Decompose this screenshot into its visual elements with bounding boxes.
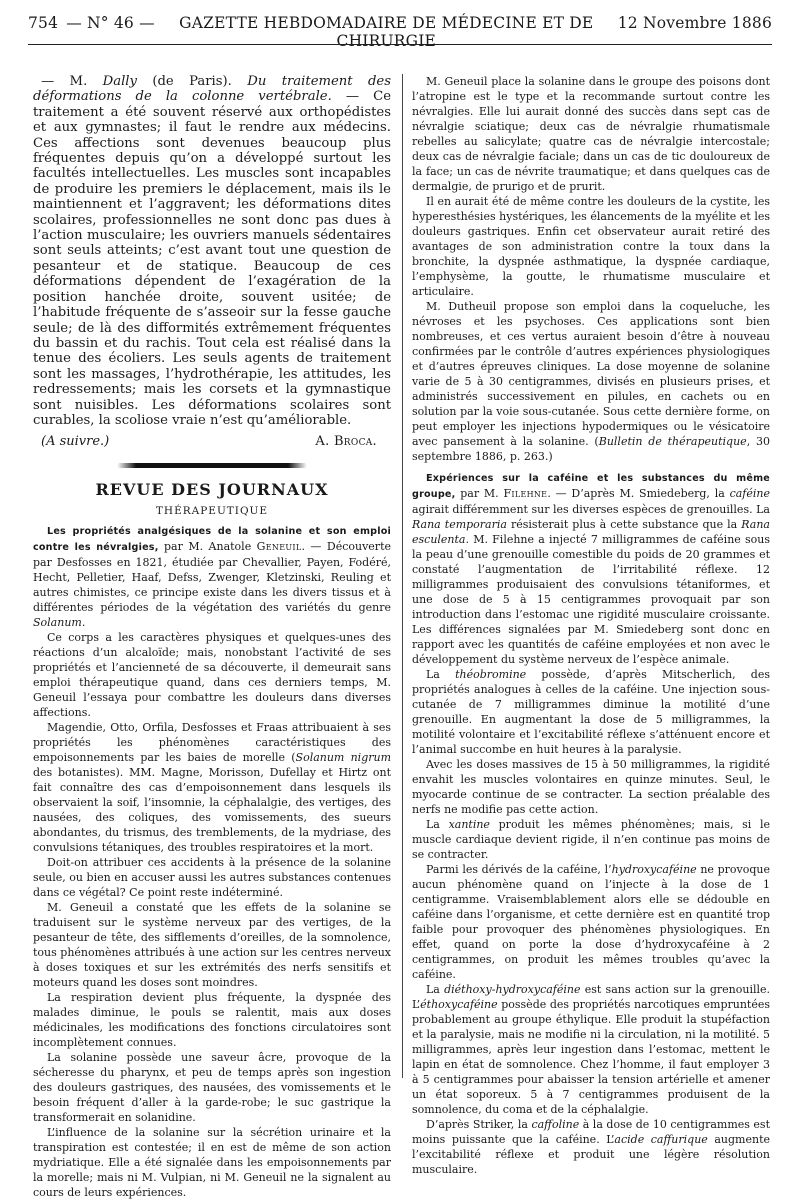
column-rule [402, 74, 403, 1078]
bulletin-source-date: , 30 septembre 1886, p. 263.) [412, 435, 770, 463]
cafeine-byline-author: Filehne [503, 487, 548, 500]
solanine-paragraph: L’influence de la solanine sur la sécrétion urinaire et la transpiration est contestée; il en est de même de son action mydriatique. Elle a été signalée dans les empoisonnements par la morelle; mais ni M. Vulpian, ni M. Geneuil ne la signalent au cours de leurs expériences. [33, 1126, 391, 1200]
massive-doses-paragraph: Avec les doses massives de 15 à 50 milligrammes, la rigidité envahit les muscles volontaires en quinze minutes. Seul, le myocarde continue de se contracter. La section préalable des nerfs ne modifie pas cette action. [412, 758, 770, 816]
ethoxycafeine-paragraph [412, 982, 770, 1117]
solanum-genus: Solanum [33, 616, 82, 630]
dally-author-prefix: — M. [41, 74, 88, 89]
caffoline-text: augmente l’excitabilité réflexe et produit une légère résolution musculaire. [412, 1133, 771, 1176]
right-column [412, 74, 771, 1176]
dally-title: Du traitement des déformations de la colonne vertébrale. [33, 74, 391, 105]
running-head [28, 14, 772, 50]
solanine-paragraph: La respiration devient plus fréquente, la dyspnée des malades diminue, le pouls se ralentit, mais aux doses médicinales, les modifications des fonctions circulatoires sont incomplètement connues. [33, 991, 391, 1050]
left-column [33, 74, 392, 1200]
dutheuil-text: M. Dutheuil propose son emploi dans la coqueluche, les névroses et les psychoses. Ces applications sont bien nombreuses, et ces vertus auraient besoin d’être à nouveau confirmées par le contrôle d’autres expériences physiologiques et d’autres épreuves cliniques. La dose moyenne de solanine varie de 5 à 30 centigrammes, divisés en plusieurs prises, et administrés successivement en pilules, en cachets ou en solution par la voie sous-cutanée. Sous cette dernière forme, on peut employer les injections hypodermiques ou le vésicatoire avec pansement à la solanine. ( [412, 300, 770, 448]
issue-number: — N° 46 — [66, 14, 155, 32]
dally-place: (de Paris). [136, 74, 248, 89]
solanine-paragraph: Ce corps a les caractères physiques et quelques-unes des réactions d’un alcaloïde; mais, nonobstant l’activité de ses propriétés et l’ancienneté de sa découverte, il demeurait sans emploi thérapeutique quand, dans ces derniers temps, M. Geneuil l’essaya pour combattre les douleurs dans diverses affections. [33, 631, 391, 720]
hydroxycafeine-text: Parmi les dérivés de la caféine, l’ [426, 863, 612, 876]
magendie-paragraph [33, 720, 391, 855]
ethoxycafeine-text: est sans action sur la grenouille. L’ [412, 983, 771, 1011]
theobromine-paragraph [412, 667, 770, 757]
dally-paragraph [33, 74, 391, 428]
hydroxycafeine-paragraph [412, 862, 770, 982]
page-number: 754 [28, 14, 59, 32]
caffoline-term: caffoline [531, 1118, 580, 1131]
rana-temporaria: Rana temporaria [412, 518, 507, 531]
caffoline-text: D’après Striker, la [426, 1118, 532, 1131]
section-divider [117, 463, 307, 468]
solanine-paragraph: La solanine possède une saveur âcre, provoque de la sécheresse du pharynx, et peu de temps après son ingestion des douleurs gastriques, des nausées, des vomissements et le besoin fréquent d’aller à la garde-robe; le suc gastrique la transformerait en solanidine. [33, 1051, 391, 1125]
caffoline-paragraph [412, 1117, 770, 1177]
solanine-paragraph: M. Geneuil a constaté que les effets de la solanine se traduisent sur le système nerveux par des vertiges, de la pesanteur de tête, des sifflements d’oreilles, de la somnolence, tous phénomènes attribués à une action sur les centres nerveux à doses toxiques et sur les extrémités des nerfs sensitifs et moteurs quand les doses sont moindres. [33, 901, 391, 990]
header-rule [28, 44, 772, 45]
issue-date: 12 Novembre 1886 [617, 14, 772, 32]
solanum-nigrum: Solanum nigrum [295, 751, 392, 765]
continued-note: (A suivre.) [41, 434, 110, 450]
diethoxy-term: diéthoxy-hydroxycaféine [444, 983, 581, 996]
magendie-text-before: Magendie, Otto, Orfila, Desfosses et Fraas attribuaient à ses propriétés les phénomènes caractéristiques des empoisonnements par les baies de morelle ( [33, 721, 391, 765]
dutheuil-paragraph [412, 299, 770, 464]
geneuil-paragraph: Il en aurait été de même contre les douleurs de la cystite, les hyperesthésies hystériques, les élancements de la myélite et les douleurs gastriques. Enfin cet observateur aurait retiré des avantages de son administration contre la toux dans la bronchite, la dyspnée asthmatique, la dyspnée cardiaque, l’emphysème, la goutte, le rhumatisme musculaire et articulaire. [412, 195, 770, 298]
journal-title: GAZETTE HEBDOMADAIRE DE MÉDECINE ET DE CHIRURGIE [179, 14, 594, 50]
caffoline-text: à la dose de 10 centigrammes est moins puissante que la caféine. L’ [412, 1118, 770, 1146]
solanine-intro-end: . [81, 616, 86, 630]
xantine-text: produit les mêmes phénomènes; mais, si le muscle cardiaque devient rigide, il n’en continue pas moins de se contracter. [412, 818, 771, 861]
solanine-byline-author: Geneuil [256, 540, 302, 554]
cafeine-intro-paragraph [412, 470, 770, 667]
solanine-intro-paragraph [33, 523, 391, 630]
cafeine-text: . M. Filehne a injecté 7 milligrammes de caféine sous la peau d’une grenouille comestible du poids de 20 grammes et constaté l’augmentation de l’irritabilité réflexe. 12 milligrammes produisaient des convulsions tétaniformes, et une dose de 5 à 15 centigrammes provoquait par son introduction dans l’estomac une rigidité musculaire croissante. Les différences signalées par M. Smiedeberg sont donc en rapport avec les quantités de caféine employées et non avec le développement du système nerveux de l’espèce animale. [412, 533, 770, 666]
cafeine-text: résisterait plus à cette substance que la [506, 518, 742, 531]
subsection-title: THÉRAPEUTIQUE [155, 505, 269, 518]
acide-caffurique-term: acide caffurique [614, 1133, 708, 1146]
theobromine-text: possède, d’après Mitscherlich, des propriétés analogues à celles de la caféine. Une injection sous-cutanée de 7 milligrammes diminue la motilité d’une grenouille. En augmentant la dose de 5 milligrammes, la motilité volontaire et l’excitabilité réflexe s’atténuent encore et l’animal succombe en huit heures à la paralysie. [412, 668, 770, 756]
solanine-intro-text: . — Découverte par Desfosses en 1821, étudiée par Chevallier, Payen, Fodéré, Hecht, Pelletier, Haaf, Defss, Zwenger, Kletzinski, Reuling et autres chimistes, ce principe existe dans les divers tissus et à différentes périodes de la végétation des variétés du genre [33, 540, 391, 615]
ethoxycafeine-text: possède des propriétés narcotiques empruntées probablement au groupe éthylique. Elle produit la stupéfaction et la paralysie, mais ne modifie ni la circulation, ni la motilité. 5 milligrammes, après leur ingestion dans l’estomac, mettent le lapin en état de somnolence. Chez l’homme, il faut employer 3 à 5 centigrammes pour abaisser la tension artérielle et amener un état soporeux. 5 à 7 centigrammes produisent de la somnolence, du coma et de la céphalalgie. [412, 998, 770, 1116]
cafeine-text: . — D’après M. Smiedeberg, la [547, 487, 730, 500]
section-title: REVUE DES JOURNAUX [95, 480, 329, 500]
signoff [33, 434, 391, 449]
dally-author: Dally [102, 74, 137, 89]
bulletin-source: Bulletin de thérapeutique [598, 435, 747, 448]
solanine-article-title: Les propriétés analgésiques de la solanine et son emploi contre les névralgies, [33, 526, 391, 554]
hydroxycafeine-term: hydroxycaféine [611, 863, 697, 876]
theobromine-term: théobromine [455, 668, 527, 681]
xantine-text: La [426, 818, 449, 831]
rana-esculenta: Rana esculenta [412, 518, 770, 546]
xantine-paragraph [412, 817, 770, 862]
hydroxycafeine-text: ne provoque aucun phénomène quand on l’injecte à la dose de 1 centigramme. Vraisemblablement alors elle se dédouble en caféine dans l’organisme, et cette dernière est en quantité trop faible pour provoquer des phénomènes physiologiques. En effet, quand on porte la dose d’hydroxycaféine à 2 centigrammes, on produit les mêmes troubles qu’avec la caféine. [412, 863, 770, 981]
ethoxycafeine-term: éthoxycaféine [420, 998, 498, 1011]
cafeine-term: caféine [729, 487, 770, 500]
geneuil-paragraph: M. Geneuil place la solanine dans le groupe des poisons dont l’atropine est le type et la recommande surtout contre les névralgies. Elle lui aurait donné des succès dans sept cas de névralgie sciatique; deux cas de névralgie rhumatismale rebelles au salicylate; quatre cas de névralgie intercostale; deux cas de névralgie faciale; dans un cas de tic douloureux de la face; un cas de névrite traumatique; et dans quelques cas de dermalgie, de prurigo et de prurit. [412, 75, 770, 193]
xantine-term: xantine [448, 818, 490, 831]
solanine-paragraph: Doit-on attribuer ces accidents à la présence de la solanine seule, ou bien en accuser aussi les autres substances contenues dans ce végétal? Ce point reste indéterminé. [33, 856, 391, 900]
magendie-text-after: des botanistes). MM. Magne, Morisson, Dufellay et Hirtz ont fait connaître des cas d’empoisonnement dans lesquels ils observaient la soif, l’insomnie, la céphalalgie, des vertiges, des nausées, des coliques, des vomissements, des sueurs abondantes, du trismus, des tremblements, de la mydriase, des convulsions tétaniques, des troubles respiratoires et la mort. [33, 766, 391, 855]
signoff-author: A. Broca. [315, 434, 377, 450]
solanine-byline-prefix: par M. Anatole [158, 540, 257, 554]
theobromine-text: La [426, 668, 456, 681]
cafeine-article-title: Expériences sur la caféine et les substances du même groupe, [412, 473, 770, 500]
dally-text: — Ce traitement a été souvent réservé aux orthopédistes et aux gymnastes; il faut le rendre aux médecins. Ces affections sont devenues beaucoup plus fréquentes depuis qu’on a développé surtout les facultés intellectuelles. Les muscles sont incapables de produire les premiers le déplacement, mais ils le maintiennent et l’aggravent; les déformations dites scolaires, professionnelles ne sont donc pas dues à l’action musculaire; les ouvriers manuels sédentaires sont seuls atteints; c’est avant tout une question de pesanteur et de statique. Beaucoup de ces déformations dépendent de l’exagération de la position hanchée droite, souvent usitée; de l’habitude fréquente de s’asseoir sur la fesse gauche seule; de là des difformités extrêmement fréquentes du bassin et du rachis. Tout cela est réalisé dans la tenue des écoliers. Les seuls agents de traitement sont les massages, l’hydrothérapie, les attitudes, les redressements; mais les corsets et la gymnastique sont nuisibles. Les déformations scolaires sont curables, la scoliose vraie n’est qu’améliorable. [33, 89, 392, 428]
cafeine-byline-prefix: par M. [455, 487, 504, 500]
cafeine-text: agirait différemment sur les diverses espèces de grenouilles. La [412, 503, 770, 516]
ethoxycafeine-text: La [426, 983, 445, 996]
